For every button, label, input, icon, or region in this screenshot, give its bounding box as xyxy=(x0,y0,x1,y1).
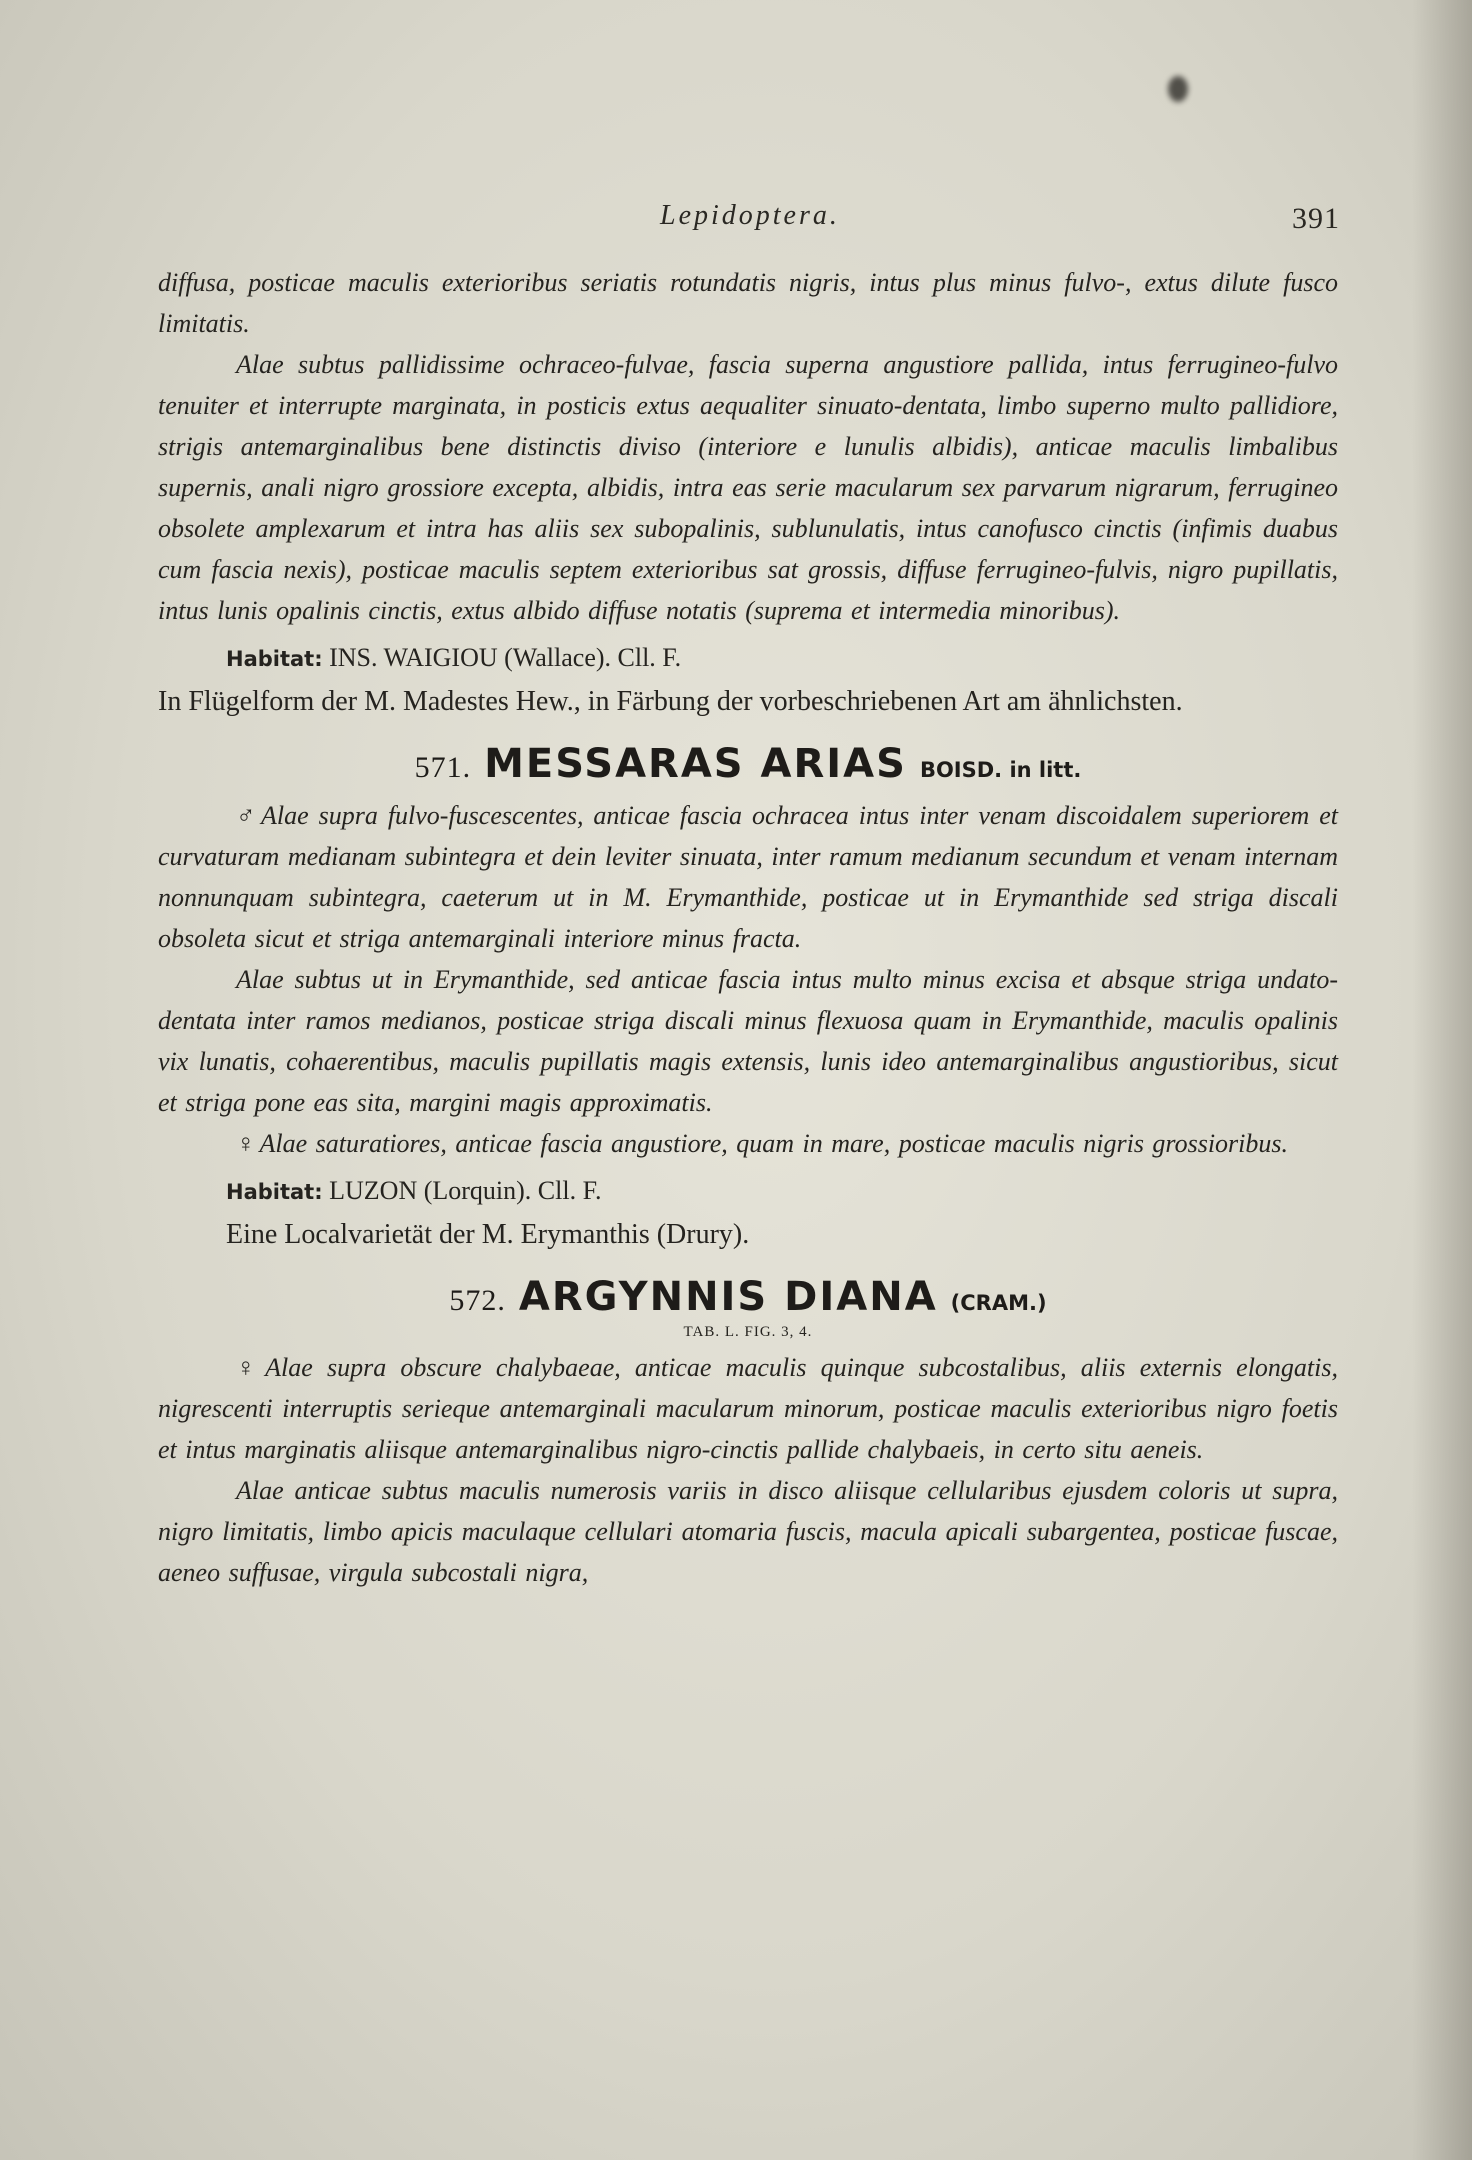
page-header xyxy=(150,200,1340,250)
page-body xyxy=(158,262,1338,1593)
species-author: BOISD. in litt. xyxy=(919,758,1082,782)
species-number: 571. xyxy=(414,751,472,784)
species-heading-571 xyxy=(158,740,1338,787)
paragraph-text: Alae supra obscure chalybaeae, anticae maculis quinque subcostalibus, aliis externis elongatis, nigrescenti interruptis serieque antemarginali macularum minorum, posticae maculis exterioribus nigro foetis et intus marginatis aliisque antemarginalibus nigro-cinctis pallide chalybaeis, in certo situ aeneis. xyxy=(158,1353,1338,1464)
female-symbol: ♀ xyxy=(236,1353,262,1382)
page-number: 391 xyxy=(1292,202,1340,235)
paragraph-text: Alae supra fulvo-fuscescentes, anticae fascia ochracea intus inter venam discoidalem superiorem et curvaturam medianam subintegra et dein leviter sinuata, inter ramum medianum secundum et venam internam nonnunquam subintegra, caeterum ut in M. Erymanthide, posticae ut in Erymanthide sed striga discali obsoleta sicut et striga antemarginali interiore minus fracta. xyxy=(158,801,1339,953)
species-name: MESSARAS ARIAS xyxy=(484,741,907,787)
species-number: 572. xyxy=(449,1284,506,1317)
paragraph-text: Alae saturatiores, anticae fascia angustiore, quam in mare, posticae maculis nigris grossioribus. xyxy=(259,1129,1289,1158)
german-note: Eine Localvarietät der M. Erymanthis (Drury). xyxy=(226,1219,750,1250)
habitat-label: Habitat: xyxy=(226,1180,323,1204)
paragraph: Alae anticae subtus maculis numerosis variis in disco aliisque cellularibus ejusdem coloris ut supra, nigro limitatis, limbo apicis maculaque cellulari atomaria fuscis, macula apicali subargentea, posticae fuscae, aeneo suffusae, virgula subcostali nigra, xyxy=(158,1476,1338,1587)
plate-reference: TAB. L. FIG. 3, 4. xyxy=(683,1324,813,1340)
species-name: ARGYNNIS DIANA xyxy=(518,1274,938,1320)
paragraph xyxy=(158,1347,1338,1470)
paragraph: Alae subtus pallidissime ochraceo-fulvae, fascia superna angustiore pallida, intus ferrugineo-fulvo tenuiter et interrupte marginata, in posticis extus aequaliter sinuato-dentata, limbo superno multo pallidiore, strigis antemarginalibus bene distinctis diviso (interiore e lunulis albidis), anticae maculis limbalibus supernis, anali nigro grossiore excepta, albidis, intra eas serie macularum sex parvarum nigrarum, ferrugineo obsolete amplexarum et intra has aliis sex subopalinis, sublunulatis, intus canofusco cinctis (infimis duabus cum fascia nexis), posticae maculis septem exterioribus sat grossis, diffuse ferrugineo-fulvis, nigro pupillatis, intus lunis opalinis cinctis, extus albido diffuse notatis (suprema et intermedia minoribus). xyxy=(158,350,1338,625)
running-head: Lepidoptera. xyxy=(660,200,840,231)
paragraph xyxy=(158,1123,1338,1164)
habitat-text: INS. WAIGIOU (Wallace). Cll. F. xyxy=(329,643,682,672)
female-symbol: ♀ xyxy=(236,1129,256,1158)
species-heading-572 xyxy=(158,1273,1338,1320)
paragraph: Alae subtus ut in Erymanthide, sed anticae fascia intus multo minus excisa et absque striga undato-dentata inter ramos medianos, posticae striga discali minus flexuosa quam in Erymanthide, maculis opalinis vix lunatis, cohaerentibus, maculis pupillatis magis extensis, lunis ideo antemarginalibus angustioribus, sicut et striga pone eas sita, margini magis approximatis. xyxy=(158,965,1338,1117)
paragraph xyxy=(158,795,1338,959)
male-symbol: ♂ xyxy=(236,801,257,830)
german-note: In Flügelform der M. Madestes Hew., in Färbung der vorbeschriebenen Art am ähnlichsten. xyxy=(158,686,1183,717)
species-author: (CRAM.) xyxy=(950,1291,1047,1315)
habitat-line xyxy=(226,1172,1338,1211)
habitat-label: Habitat: xyxy=(226,647,323,671)
paragraph: diffusa, posticae maculis exterioribus seriatis rotundatis nigris, intus plus minus fulvo-, extus dilute fusco limitatis. xyxy=(158,268,1338,338)
page-shadow xyxy=(1412,0,1472,2160)
habitat-text: LUZON (Lorquin). Cll. F. xyxy=(329,1176,602,1205)
habitat-line xyxy=(226,639,1338,678)
ink-spot xyxy=(1168,76,1188,102)
